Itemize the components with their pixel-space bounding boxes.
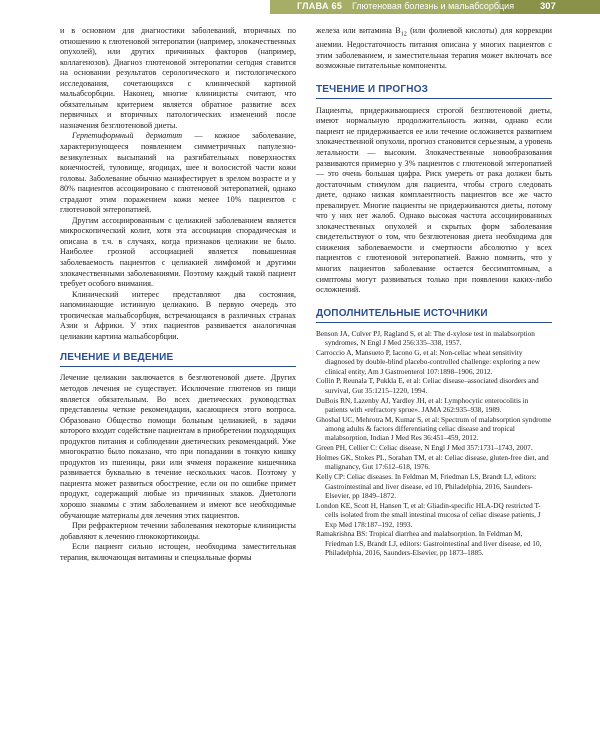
reference-item: Holmes GK, Stokes PL, Sorahan TM, et al: Celiac disease, gluten-free diet, and malignancy, Gut 17:612–618, 1976. xyxy=(316,453,549,472)
paragraph-iron xyxy=(316,26,552,72)
heading-rule xyxy=(316,322,552,323)
running-header xyxy=(0,0,600,14)
right-column xyxy=(316,26,552,557)
reference-item: Green PH, Cellier C: Celiac disease, N Engl J Med 357:1731–1743, 2007. xyxy=(316,443,533,453)
reference-item: Benson JA, Culver PJ, Ragland S, et al: The d-xylose test in malabsorption syndromes, N Engl J Med 256:335–338, 1957. xyxy=(316,328,535,347)
paragraph-colitis: Другим ассоциированным с целиакией заболеванием является микроскопический колит, хотя эта ассоциация спорадическая и описана в т.ч. в случаях, когда признаков целиакии не было. Наиболее грозной ассоциацией является повышенная заболеваемость пациентов с целиакией лимфомой и другими злокачественными заболеваниями. Поэтому каждый такой пациент требует особого внимания. xyxy=(60,215,296,289)
iron-text-b: (или фолиевой кислоты) для коррекции анемии. Недостаточность питания описана у многих пациентов с этим заболеванием, и заместительная терапия может включать все возможные питательные компоненты. xyxy=(316,26,552,71)
reference-item: London KE, Scott H, Hansen T, et al: Gliadin-specific HLA-DQ restricted T-cells isolated from the small intestinal mucosa of celiac disease patients, J Exp Med 178:187–192, 1993. xyxy=(316,500,541,529)
paragraph-replacement: Если пациент сильно истощен, необходима заместительная терапия, включающая витамины и специальные формы xyxy=(60,542,296,562)
iron-text-a: железа или витамина B xyxy=(316,26,401,35)
paragraph-refractory: При рефрактерном течении заболевания некоторые клиницисты добавляют к лечению глюкокортикоиды. xyxy=(60,521,296,541)
dermatitis-text: — кожное заболевание, характеризующееся появлением симметричных папулезно-везикулезных высыпаний на разгибательных поверхностях конечностей, туловище, ягодицах, шее и волосистой части кожи головы. Заболевание обычно манифестирует в зрелом возрасте и у 80% пациентов ассоциировано с глютеновой энтеропатией, однако страдают этим поражением кожи менее 10% пациентов с глютеновой энтеропатией. xyxy=(60,131,296,215)
paragraph-tropical: Клинический интерес представляют два состояния, напоминающие истинную целиакию. В первую очередь это тропическая мальабсорбция, встречающаяся в различных странах Азии и Африки. У этих пациентов развивается аналогичная целиакии картина мальабсорбции. xyxy=(60,289,296,341)
reference-item: Carroccio A, Mansueto P, Iacono G, et al: Non-celiac wheat sensitivity diagnosed by double-blind placebo-controlled challenge: exploring a new clinical entity, Am J Gastroenterol 107:1898–1906, 2012. xyxy=(316,347,540,376)
chapter-title: Глютеновая болезнь и мальабсорбция xyxy=(352,1,515,11)
dermatitis-term: Герпетиформный дерматит xyxy=(72,131,183,141)
left-column xyxy=(60,26,296,563)
paragraph-diagnosis: и в основном для диагностики заболеваний, вторичных по отношению к глютеновой энтеропатии (например, злокачественных опухолей), или других причинных факторов (например, коллагенозов). Диагноз глютеновой энтеропатии сегодня ставится на основании результатов серологического и гистологического исследования, сочетающихся с клинической картиной мальабсорбции. Наконец, многие клиницисты считают, что обязательным критерием является обратное развитие всех первичных и вторичных патологических изменений после назначения безглютеновой диеты. xyxy=(60,26,296,130)
reference-item: Ghoshal UC, Mehrotra M, Kumar S, et al: Spectrum of malabsorption syndrome among adults & factors differentiating celiac disease and tropical malabsorption, Indian J Med Res 36:451–459, 2012. xyxy=(316,414,552,443)
page-number: 307 xyxy=(540,1,556,12)
references-heading: ДОПОЛНИТЕЛЬНЫЕ ИСТОЧНИКИ xyxy=(316,307,488,319)
heading-rule xyxy=(60,366,296,367)
treatment-heading: ЛЕЧЕНИЕ И ВЕДЕНИЕ xyxy=(60,352,174,364)
chapter-label: ГЛАВА 65 xyxy=(297,1,343,11)
reference-item: DuBois RN, Lazenby AJ, Yardley JH, et al: Lymphocytic enterocolitis in patients with «refractory sprue». JAMA 262:935–938, 1989. xyxy=(316,395,529,414)
paragraph-prognosis: Пациенты, придерживающиеся строгой безглютеновой диеты, имеют нормальную продолжительность жизни, однако если пациент не придерживается ее или течение осложняется развитием злокачественной опухоли, прогноз становится серьезным, а уровень летальности — высоким. Злокачественные новообразования развиваются примерно у 3% пациентов с глютеновой энтеропатией — это очень большая цифра. Риск умереть от рака должен быть достаточным стимулом для пациента, чтобы строго следовать диете, однако низкая комплаентность пациентов все же часто превалирует. Многие пациенты не придерживаются диеты, потому что у них нет жалоб. Однако высокая частота ассоциированных злокачественных опухолей и скрытых форм заболевания свидетельствуют о том, что безглютеновая диета необходима для снижения заболеваемости и смертности абсолютно у всех пациентов с глютеновой энтеропатией. Важно помнить, что у многих пациентов заболевание остается бессимптомным, а симптомы могут развиваться только при появлении каких-либо осложнений. xyxy=(316,105,552,295)
b12-subscript: 12 xyxy=(400,31,407,38)
prognosis-heading: ТЕЧЕНИЕ И ПРОГНОЗ xyxy=(316,83,429,95)
heading-rule xyxy=(316,98,552,99)
treatment-section xyxy=(60,352,296,563)
references-section xyxy=(316,308,552,558)
paragraph-dermatitis xyxy=(60,131,296,215)
reference-item: Kelly CP: Celiac diseases. In Feldman M, Friedman LS, Brandt LJ, editors: Gastrointestinal and liver disease, ed 10, Philadelphia, 2016, Saunders-Elsevier, pp 1849–1872. xyxy=(316,472,537,500)
paragraph-treatment: Лечение целиакии заключается в безглютеновой диете. Других методов лечения не существует. Исключение глютенов из пищи является обязательным. Во всех диетических руководствах представлены четкие рекомендации, касающиеся этого вопроса. Образовано Общество помощи больным целиакией, в задачи которого входит содействие пациентам в приобретении подходящих продуктов питания и соблюдении диетических рекомендаций. Уже многократно было показано, что при попадании в тонкую кишку продуктов из пшеницы, ржи или ячменя поражение кишечника развивается буквально в течение нескольких часов. Поэтому у пациента может развиться обострение, если он по ошибке примет продукт, содержащий любые из причинных злаков. Диетологи хорошо знакомы с этим заболеванием и имеют все необходимые обучающие материалы для лечения этих пациентов. xyxy=(60,373,296,520)
prognosis-section xyxy=(316,84,552,296)
reference-item: Collin P, Reunala T, Pukkla E, et al: Celiac disease–associated disorders and survival, Gut 35:1215–1220, 1994. xyxy=(316,376,539,395)
references-list xyxy=(316,329,552,558)
reference-item: Ramakrishna BS: Tropical diarrhea and malabsorption. In Feldman M, Friedman LS, Brandt LJ, editors: Gastrointestinal and liver disease, ed 10, Philadelphia, 2016, Saunders-Elsevier, pp 1873–1885. xyxy=(316,529,542,558)
